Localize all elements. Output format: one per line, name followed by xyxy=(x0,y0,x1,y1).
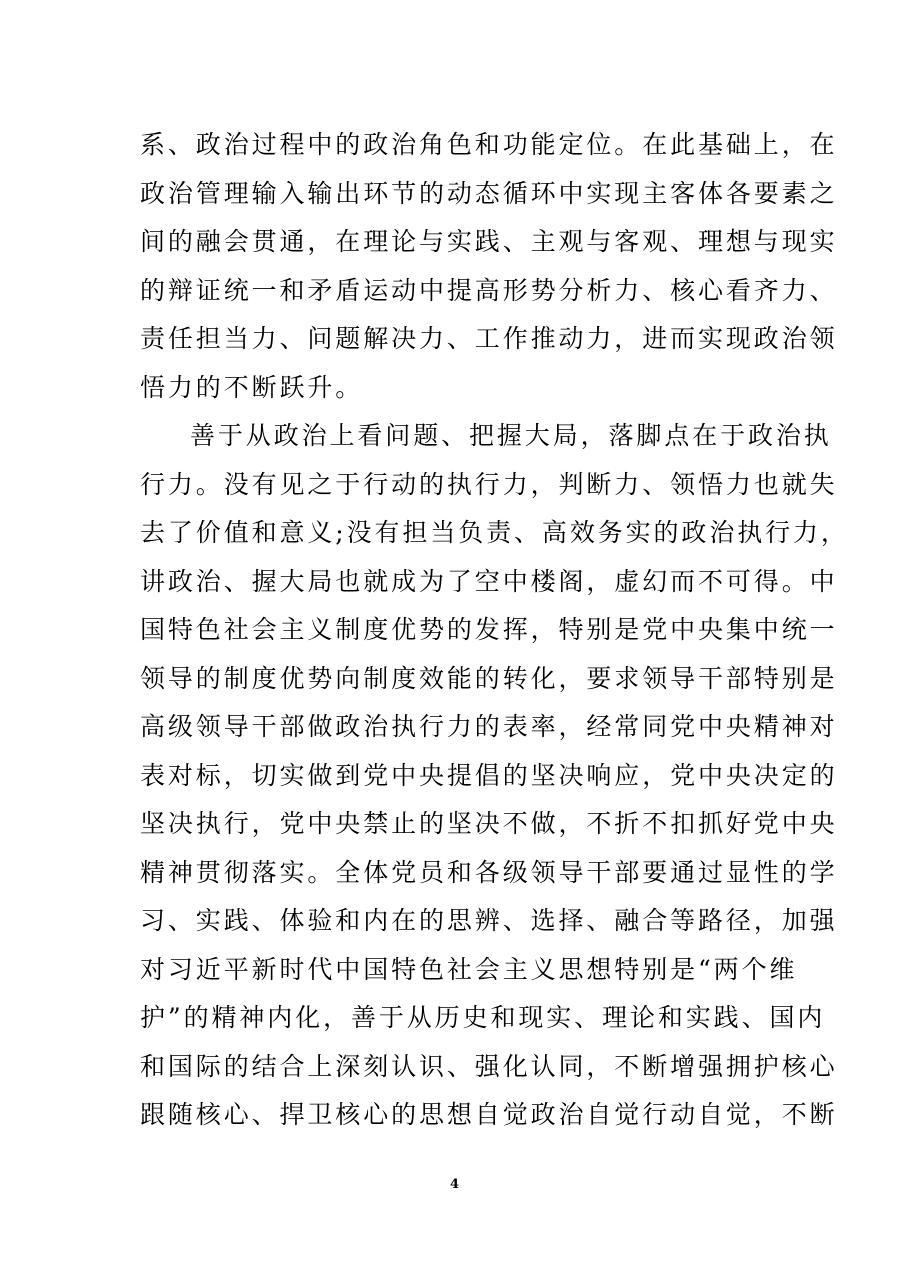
text-line: 精神贯彻落实。全体党员和各级领导干部要通过显性的学 xyxy=(140,857,838,887)
text-line: 讲政治、握大局也就成为了空中楼阁，虚幻而不可得。中 xyxy=(140,566,838,596)
text-line: 系、政治过程中的政治角色和功能定位。在此基础上，在 xyxy=(140,130,838,159)
text-line: 习、实践、体验和内在的思辨、选择、融合等路径，加强 xyxy=(140,906,838,935)
text-line: 高级领导干部做政治执行力的表率，经常同党中央精神对 xyxy=(140,712,838,741)
text-line: 跟随核心、捍卫核心的思想自觉政治自觉行动自觉，不断 xyxy=(140,1100,838,1129)
paragraph-1 xyxy=(140,121,838,412)
text-line: 悟力的不断跃升。 xyxy=(140,372,364,402)
text-line: 护”的精神内化，善于从历史和现实、理论和实践、国内 xyxy=(140,1003,826,1032)
text-line: 领导的制度优势向制度效能的转化，要求领导干部特别是 xyxy=(140,663,838,693)
text-line: 坚决执行，党中央禁止的坚决不做，不折不扣抓好党中央 xyxy=(140,809,838,838)
document-body xyxy=(140,121,849,1140)
text-line: 国特色社会主义制度优势的发挥，特别是党中央集中统一 xyxy=(140,615,838,644)
text-line: 行力。没有见之于行动的执行力，判断力、领悟力也就失 xyxy=(140,469,838,499)
text-line: 政治管理输入输出环节的动态循环中实现主客体各要素之 xyxy=(140,178,838,208)
text-line: 责任担当力、问题解决力、工作推动力，进而实现政治领 xyxy=(140,324,838,353)
page-number: 4 xyxy=(449,1177,460,1192)
text-line: 间的融会贯通，在理论与实践、主观与客观、理想与现实 xyxy=(140,227,838,256)
text-line: 去了价值和意义;没有担当负责、高效务实的政治执行力， xyxy=(140,518,849,547)
text-line: 善于从政治上看问题、把握大局，落脚点在于政治执 xyxy=(190,421,832,450)
paragraph-2 xyxy=(140,412,849,1140)
text-line: 和国际的结合上深刻认识、强化认同，不断增强拥护核心 xyxy=(140,1051,838,1081)
text-line: 对习近平新时代中国特色社会主义思想特别是“两个维 xyxy=(140,954,798,984)
text-line: 的辩证统一和矛盾运动中提高形势分析力、核心看齐力、 xyxy=(140,275,838,305)
text-line: 表对标，切实做到党中央提倡的坚决响应，党中央决定的 xyxy=(140,760,838,790)
